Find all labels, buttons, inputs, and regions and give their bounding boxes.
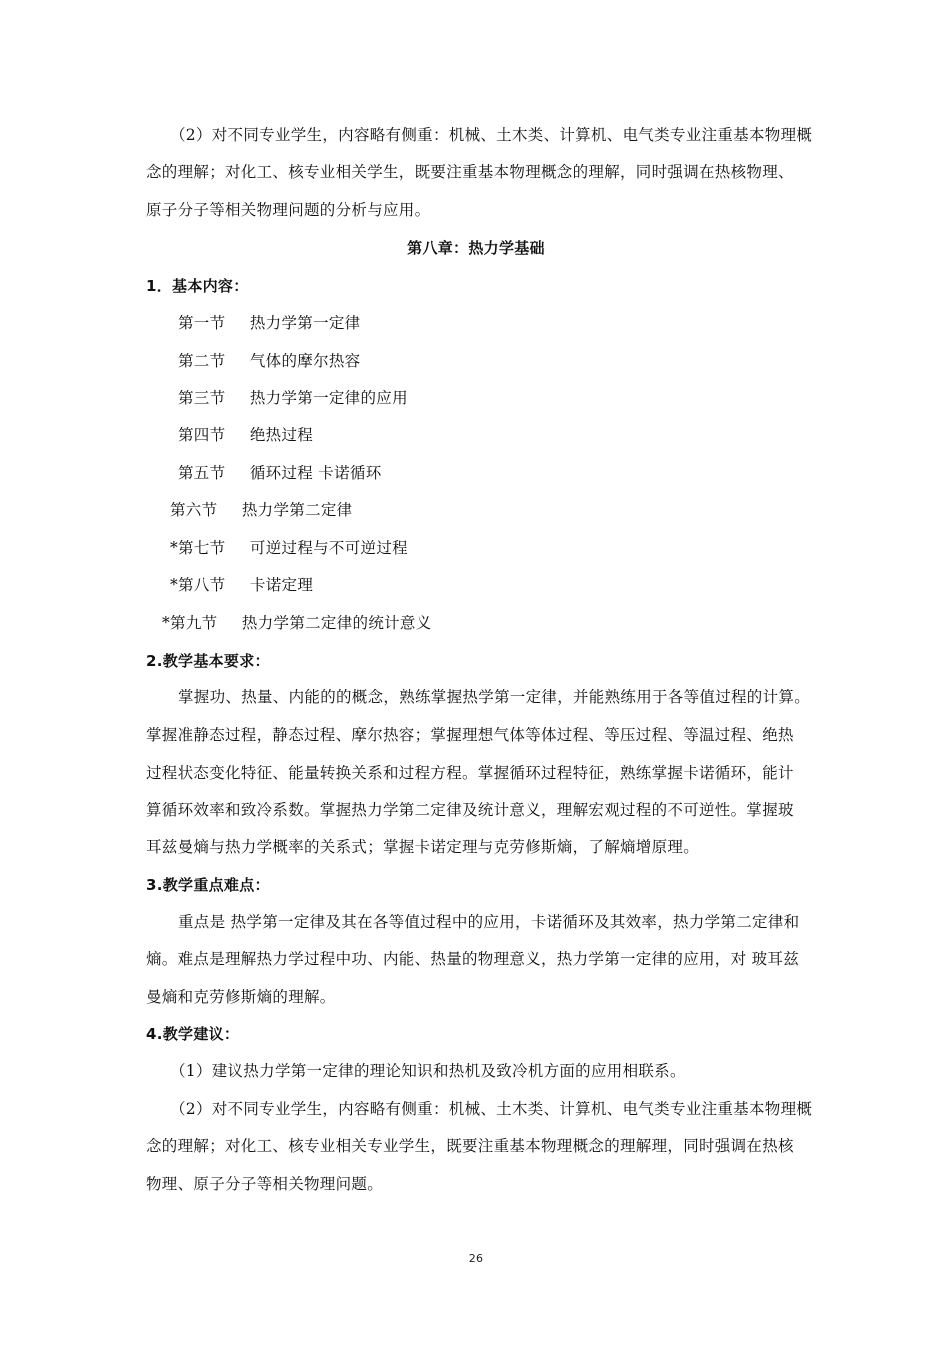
key-points-line: 熵。难点是理解热力学过程中功、内能、热量的物理意义，热力学第一定律的应用，对 玻耳兹 — [146, 950, 800, 968]
section-title: 气体的摩尔热容 — [249, 352, 361, 370]
requirements-line: 过程状态变化特征、能量转换关系和过程方程。掌握循环过程特征，熟练掌握卡诺循环，能计 — [146, 764, 794, 782]
suggestion-item: （2）对不同专业学生，内容略有侧重：机械、土木类、计算机、电气类专业注重基本物理概 — [170, 1100, 813, 1118]
section-title: 循环过程 卡诺循环 — [249, 464, 382, 482]
section-number: *第七节 — [170, 539, 226, 557]
intro-paragraph-line: 念的理解；对化工、核专业相关学生，既要注重基本物理概念的理解，同时强调在热核物理、 — [146, 163, 794, 181]
basic-content-heading: 1．基本内容： — [146, 277, 249, 295]
suggestions-heading: 4.教学建议： — [146, 1025, 240, 1043]
intro-paragraph-line: 原子分子等相关物理问题的分析与应用。 — [146, 201, 431, 219]
key-points-heading: 3.教学重点难点： — [146, 876, 270, 894]
requirements-line: 算循环效率和致冷系数。掌握热力学第二定律及统计意义，理解宏观过程的不可逆性。掌握玻 — [146, 801, 794, 819]
requirements-line: 掌握准静态过程，静态过程、摩尔热容；掌握理想气体等体过程、等压过程、等温过程、绝热 — [146, 726, 794, 744]
key-points-line: 曼熵和克劳修斯熵的理解。 — [146, 988, 336, 1006]
section-item — [178, 386, 408, 408]
section-number: 第一节 — [178, 314, 226, 332]
requirements-line: 掌握功、热量、内能的的概念，熟练掌握热学第一定律，并能熟练用于各等值过程的计算。 — [178, 688, 811, 706]
section-number: 第三节 — [178, 389, 226, 407]
page-number: 26 — [468, 1252, 484, 1265]
key-points-line: 重点是 热学第一定律及其在各等值过程中的应用，卡诺循环及其效率，热力学第二定律和 — [178, 913, 800, 931]
suggestion-item: 物理、原子分子等相关物理问题。 — [146, 1175, 384, 1193]
chapter-title: 第八章：热力学基础 — [407, 239, 545, 257]
intro-paragraph-line: （2）对不同专业学生，内容略有侧重：机械、土木类、计算机、电气类专业注重基本物理概 — [170, 126, 813, 144]
section-title: 卡诺定理 — [249, 576, 314, 594]
section-title: 绝热过程 — [249, 426, 314, 444]
section-number: 第四节 — [178, 426, 226, 444]
requirements-heading: 2.教学基本要求： — [146, 652, 270, 670]
section-item — [178, 423, 313, 445]
section-item — [178, 349, 360, 371]
section-item — [170, 498, 352, 520]
section-item — [170, 536, 408, 558]
section-title: 热力学第一定律的应用 — [249, 389, 408, 407]
suggestion-item: （1）建议热力学第一定律的理论知识和热机及致冷机方面的应用相联系。 — [170, 1062, 686, 1080]
section-title: 热力学第二定律的统计意义 — [241, 614, 432, 632]
section-title: 可逆过程与不可逆过程 — [249, 539, 408, 557]
section-number: 第二节 — [178, 352, 226, 370]
section-item — [162, 611, 432, 633]
section-title: 热力学第二定律 — [241, 501, 353, 519]
section-item — [178, 311, 360, 333]
section-number: 第五节 — [178, 464, 226, 482]
section-number: 第六节 — [170, 501, 218, 519]
section-number: *第九节 — [162, 614, 218, 632]
section-number: *第八节 — [170, 576, 226, 594]
section-item — [170, 573, 313, 595]
section-title: 热力学第一定律 — [249, 314, 361, 332]
section-item — [178, 461, 382, 483]
requirements-line: 耳兹曼熵与热力学概率的关系式；掌握卡诺定理与克劳修斯熵，了解熵增原理。 — [146, 838, 700, 856]
suggestion-item: 念的理解；对化工、核专业相关专业学生，既要注重基本物理概念的理解理，同时强调在热核 — [146, 1137, 794, 1155]
